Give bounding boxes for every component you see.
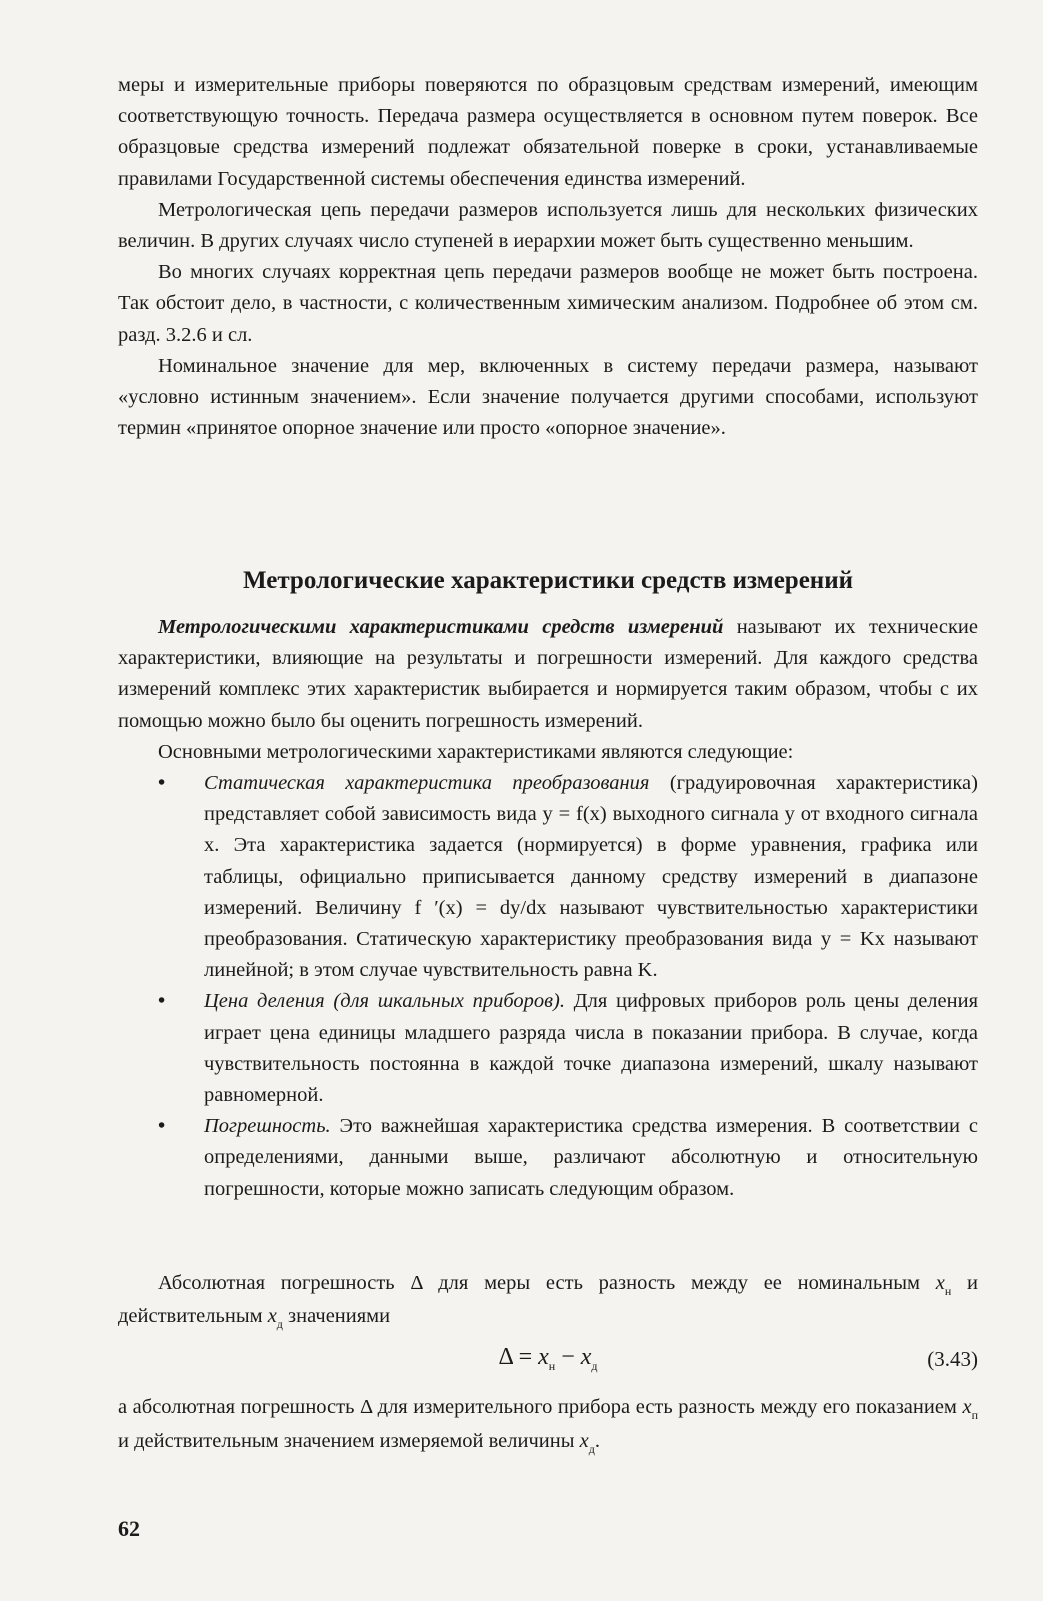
bullet-icon: • [158, 1115, 166, 1138]
item-text: Это важнейшая характеристика средства измерения. В соответствии с определениями, данными выше, различают абсолютную и относительную погрешности, которые можно записать следующим образом. [204, 1115, 978, 1200]
equation [118, 1334, 978, 1392]
item-text: (градуировочная характеристика) представляет собой зависимость вида y = f(x) выходного сигнала у от входного сигнала x. Эта характеристика задается (нормируется) в форме уравнения, графика или таблицы, официально приписывается данному средству измерений в диапазоне измерений. Величину f ′(x) = dy/dx называют чувствительностью характеристики преобразования. Статическую характеристику преобразования вида y = Kx называют линейной; в этом случае чувствительность равна K. [204, 772, 978, 982]
paragraph: Метрологическая цепь передачи размеров используется лишь для нескольких физических величин. В других случаях число ступеней в иерархии может быть существенно меньшим. [118, 198, 978, 253]
equation-number: (3.43) [927, 1347, 978, 1372]
formula: $\Delta = x_н - x_д$ [498, 1344, 598, 1374]
list-item [118, 986, 978, 1111]
abs-error-paragraph: Абсолютная погрешность Δ для меры есть разность между ее номинальным $x_н$ и действительным $x_д$ значениями [118, 1272, 978, 1332]
list-intro: Основными метрологическими характеристиками являются следующие: [158, 740, 794, 763]
characteristics-list [118, 768, 978, 1205]
definition-paragraph [118, 612, 978, 737]
paragraph: Номинальное значение для мер, включенных в систему передачи размера, называют «условно истинным значением». Если значение получается другими способами, используют термин «принятое опорное значение или просто «опорное значение». [118, 354, 978, 440]
body-text-top [118, 70, 978, 444]
definition-text: называют их технические характеристики, влияющие на результаты и погрешности измерений. Для каждого средства измерений комплекс этих характеристик выбирается и нормируется таким образом, чтобы с их помощью можно было бы оценить погрешность измерений. [118, 616, 978, 732]
closing-paragraph: а абсолютная погрешность Δ для измерительного прибора есть разность между его показанием $x_п$ и действительным значением измеряемой величины $x_д$. [118, 1396, 978, 1456]
item-term: Погрешность. [204, 1115, 331, 1138]
paragraph: меры и измерительные приборы поверяются по образцовым средствам измерений, имеющим соответствующую точность. Передача размера осуществляется в основном путем поверок. Все образцовые средства измерений подлежат обязательной поверке в сроки, устанавливаемые правилами Государственной системы обеспечения единства измерений. [118, 74, 978, 190]
item-term: Цена деления (для шкальных приборов). [204, 990, 565, 1013]
bullet-icon: • [158, 772, 166, 795]
defined-term: Метрологическими характеристиками средств измерений [158, 616, 724, 638]
section-heading: Метрологические характеристики средств измерений [242, 567, 854, 594]
page-number: 62 [118, 1516, 140, 1541]
paragraph: Во многих случаях корректная цепь передачи размеров вообще не может быть построена. Так обстоит дело, в частности, с количественным химическим анализом. Подробнее об этом см. разд. 3.2.6 и сл. [118, 261, 978, 346]
bullet-icon: • [158, 990, 166, 1013]
body-text-bottom [118, 1268, 978, 1459]
item-text: Для цифровых приборов роль цены деления играет цена единицы младшего разряда числа в показании прибора. В случае, когда чувствительность постоянна в каждой точке диапазона измерений, шкалу называют равномерной. [204, 990, 978, 1107]
list-item [118, 1111, 978, 1205]
item-term: Статическая характеристика преобразования [204, 772, 650, 795]
body-text-mid [118, 612, 978, 1205]
list-item [118, 768, 978, 986]
